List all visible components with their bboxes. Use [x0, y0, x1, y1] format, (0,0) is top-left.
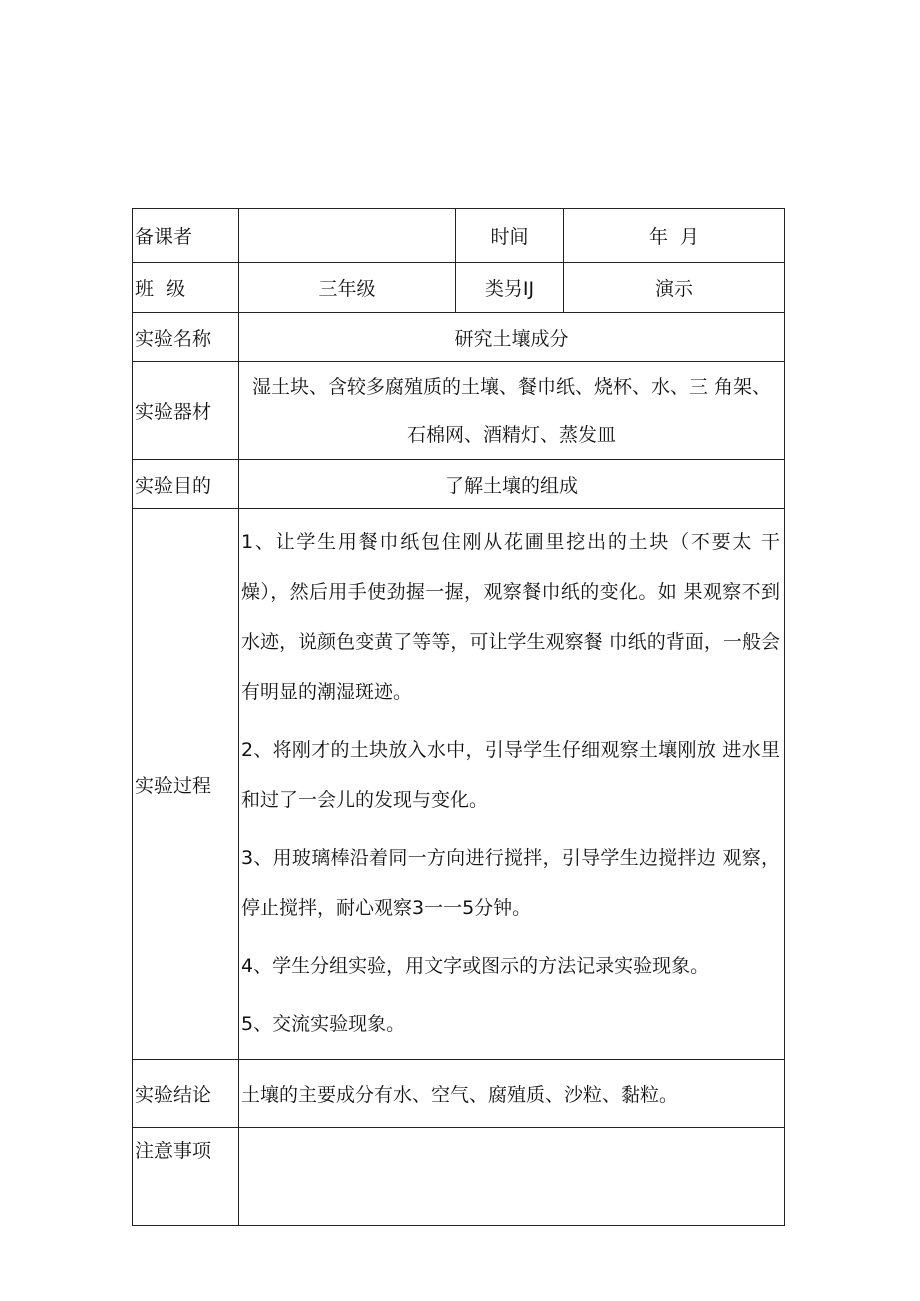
- process-step: 1、让学生用餐巾纸包住刚从花圃里挖出的土块（不要太 干燥），然后用手使劲握一握，观察餐巾纸的变化。如 果观察不到水迹，说颜色变黄了等等，可让学生观察餐 巾纸的背面，一般会有明显的潮湿斑迹。: [241, 531, 780, 703]
- class-label: 班 级: [133, 263, 239, 313]
- preparer-label: 备课者: [133, 209, 239, 263]
- time-value: 年 月: [564, 209, 785, 263]
- experiment-name-value: 研究土壤成分: [239, 313, 785, 362]
- category-label: 类另IJ: [456, 263, 564, 313]
- purpose-value: 了解土壤的组成: [239, 460, 785, 509]
- process-label: 实验过程: [133, 509, 239, 1060]
- process-step: 2、将刚才的土块放入水中，引导学生仔细观察土壤刚放 进水里和过了一会儿的发现与变化。: [241, 739, 780, 811]
- time-label: 时间: [456, 209, 564, 263]
- experiment-name-label: 实验名称: [133, 313, 239, 362]
- category-value: 演示: [564, 263, 785, 313]
- class-value: 三年级: [239, 263, 456, 313]
- notes-label: 注意事项: [133, 1128, 239, 1226]
- preparer-value: [239, 209, 456, 263]
- lesson-plan-table: [132, 208, 785, 1226]
- process-steps: [239, 509, 785, 1060]
- materials-value: 湿土块、含较多腐殖质的土壤、餐巾纸、烧杯、水、三 角架、石棉网、酒精灯、蒸发皿: [251, 375, 772, 446]
- materials-label: 实验器材: [133, 362, 239, 460]
- conclusion-value: 土壤的主要成分有水、空气、腐殖质、沙粒、黏粒。: [239, 1060, 785, 1128]
- notes-value: [239, 1128, 785, 1226]
- process-step: 4、学生分组实验，用文字或图示的方法记录实验现象。: [241, 955, 710, 977]
- materials-cell: [239, 362, 785, 460]
- process-step: 5、交流实验现象。: [241, 1013, 406, 1035]
- purpose-label: 实验目的: [133, 460, 239, 509]
- process-step: 3、用玻璃棒沿着同一方向进行搅拌，引导学生边搅拌边 观察，停止搅拌，耐心观察3一一5分钟。: [241, 847, 780, 919]
- conclusion-label: 实验结论: [133, 1060, 239, 1128]
